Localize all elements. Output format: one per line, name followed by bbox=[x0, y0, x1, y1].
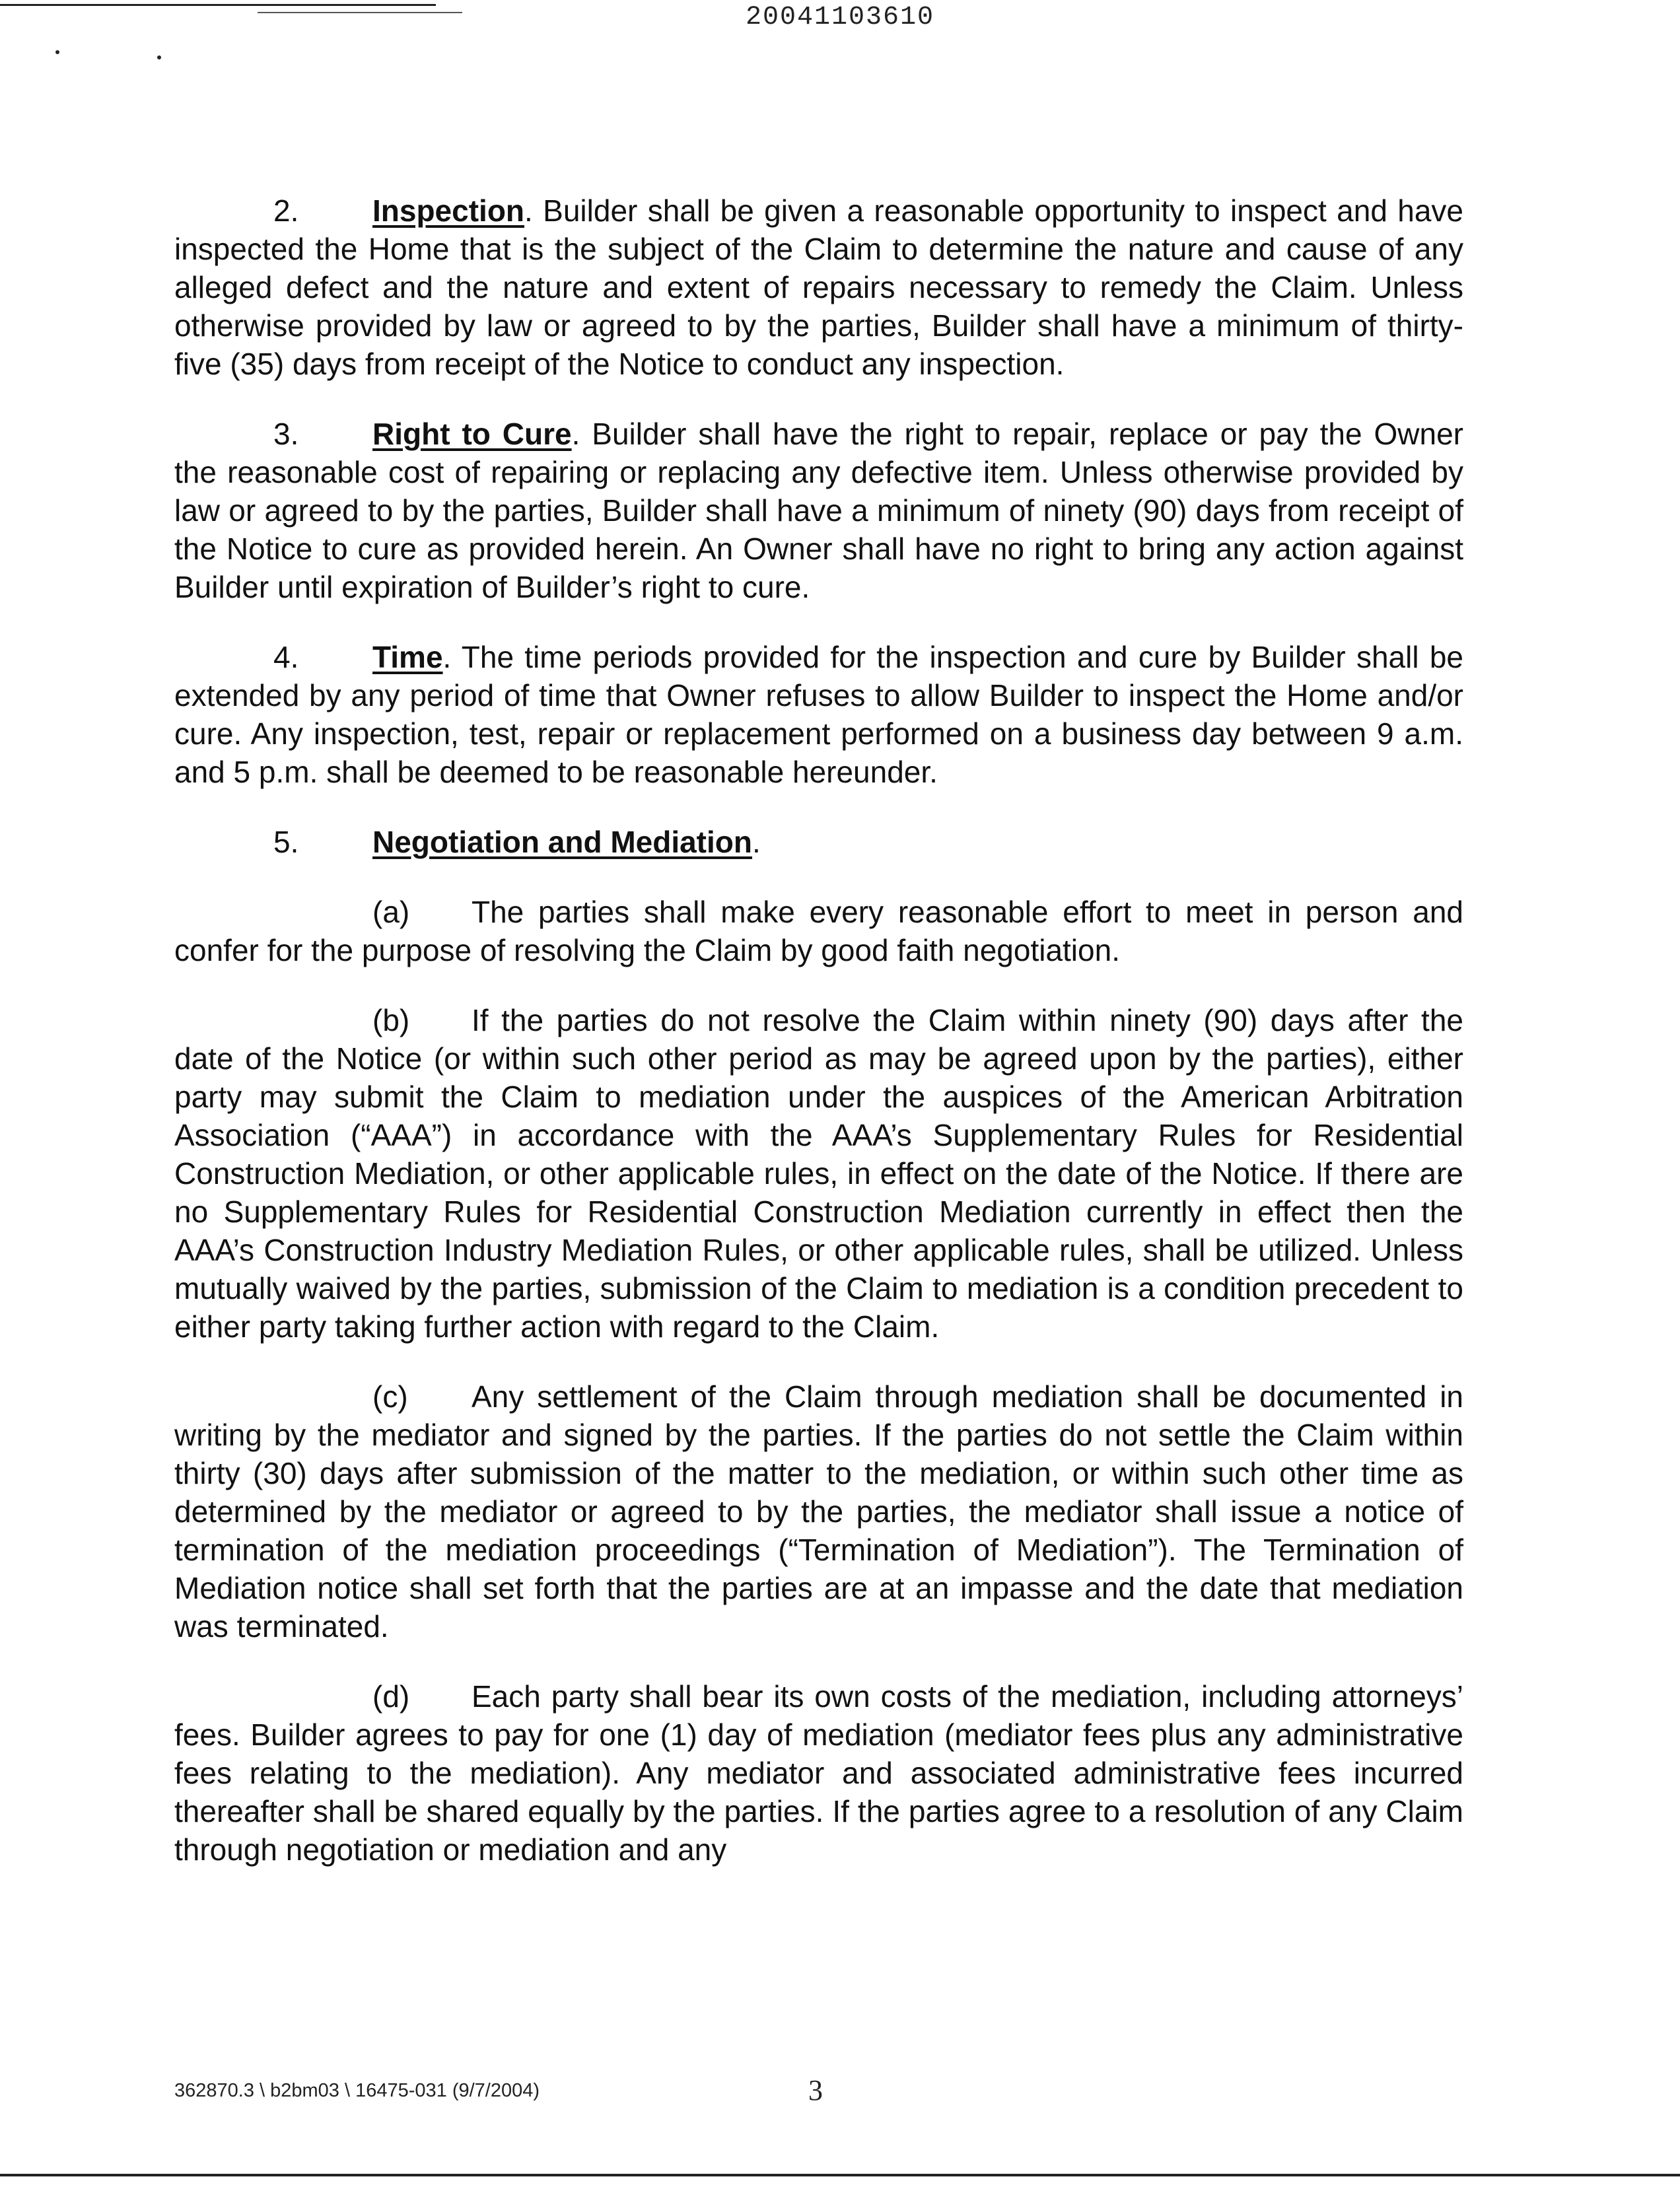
scan-edge-bottom bbox=[0, 2174, 1680, 2176]
paragraph-number: 5. bbox=[273, 825, 299, 859]
paragraph-number: 4. bbox=[273, 640, 299, 674]
subparagraph-label: (b) bbox=[372, 1003, 410, 1037]
subparagraph-label: (d) bbox=[372, 1679, 410, 1714]
paragraph-heading: Negotiation and Mediation bbox=[372, 825, 752, 859]
subparagraph-text: If the parties do not resolve the Claim within ninety (90) days after the date of the Notice (or within such other period as may be agreed upon by the parties), either party may submit the Claim to mediation under the auspices of the American Arbitration Association (“AAA”) in accordance with the AAA’s Supplementary Rules for Residential Construction Mediation, or other applicable rules, in effect on the date of the Notice. If there are no Supplementary Rules for Residential Construction Mediation currently in effect then the AAA’s Construction Industry Mediation Rules, or other applicable rules, shall be utilized. Unless mutually waived by the parties, submission of the Claim to mediation is a condition precedent to either party taking further action with regard to the Claim. bbox=[174, 1003, 1463, 1344]
paragraph-inspection bbox=[174, 191, 1463, 383]
paragraph-heading: Time bbox=[372, 640, 443, 674]
paragraph-text: . Builder shall be given a reasonable opportunity to inspect and have inspected the Home that is the subject of the Claim to determine the nature and cause of any alleged defect and the nature and extent of repairs necessary to remedy the Claim. Unless otherwise provided by law or agreed to by the parties, Builder shall have a minimum of thirty-five (35) days from receipt of the Notice to conduct any inspection. bbox=[174, 193, 1463, 381]
document-body bbox=[174, 191, 1463, 1900]
subparagraph-text: The parties shall make every reasonable effort to meet in person and confer for the purpose of resolving the Claim by good faith negotiation. bbox=[174, 895, 1463, 967]
paragraph-heading: Inspection bbox=[372, 193, 525, 228]
subparagraph-d bbox=[174, 1677, 1463, 1869]
subparagraph-b bbox=[174, 1001, 1463, 1346]
subparagraph-c bbox=[174, 1377, 1463, 1646]
scan-speck bbox=[157, 55, 161, 59]
paragraph-number: 2. bbox=[273, 193, 299, 228]
paragraph-heading: Right to Cure bbox=[372, 417, 572, 451]
subparagraph-text: Each party shall bear its own costs of the mediation, including attorneys’ fees. Builder agrees to pay for one (1) day of mediation (mediator fees plus any administrative fees relating to the mediation). Any mediator and associated administrative fees incurred thereafter shall be shared equally by the parties. If the parties agree to a resolution of any Claim through negotiation or mediation and any bbox=[174, 1679, 1463, 1867]
paragraph-time bbox=[174, 638, 1463, 791]
subparagraph-a bbox=[174, 893, 1463, 969]
paragraph-text: . The time periods provided for the inspection and cure by Builder shall be extended by any period of time that Owner refuses to allow Builder to inspect the Home and/or cure. Any inspection, test, repair or replacement performed on a business day between 9 a.m. and 5 p.m. shall be deemed to be reasonable hereunder. bbox=[174, 640, 1463, 789]
subparagraph-text: Any settlement of the Claim through mediation shall be documented in writing by the mediator and signed by the parties. If the parties do not settle the Claim within thirty (30) days after submission of the matter to the mediation, or within such other time as determined by the mediator or agreed to by the parties, the mediator shall issue a notice of termination of the mediation proceedings (“Termination of Mediation”). The Termination of Mediation notice shall set forth that the parties are at an impasse and the date that mediation was terminated. bbox=[174, 1379, 1463, 1644]
document-id: 20041103610 bbox=[745, 3, 935, 32]
page-number: 3 bbox=[808, 2074, 823, 2106]
paragraph-number: 3. bbox=[273, 417, 299, 451]
paragraph-right-to-cure bbox=[174, 415, 1463, 606]
paragraph-text: . Builder shall have the right to repair, replace or pay the Owner the reasonable cost of repairing or replacing any defective item. Unless otherwise provided by law or agreed to by the parties, Builder shall have a minimum of ninety (90) days from receipt of the Notice to cure as provided herein. An Owner shall have no right to bring any action against Builder until expiration of Builder’s right to cure. bbox=[174, 417, 1464, 604]
paragraph-text: . bbox=[752, 825, 761, 859]
scan-speck bbox=[55, 50, 59, 54]
footer-document-reference: 362870.3 \ b2bm03 \ 16475-031 (9/7/2004) bbox=[174, 2080, 540, 2101]
subparagraph-label: (a) bbox=[372, 895, 410, 929]
paragraph-negotiation-mediation bbox=[174, 823, 1463, 861]
subparagraph-label: (c) bbox=[372, 1379, 408, 1414]
